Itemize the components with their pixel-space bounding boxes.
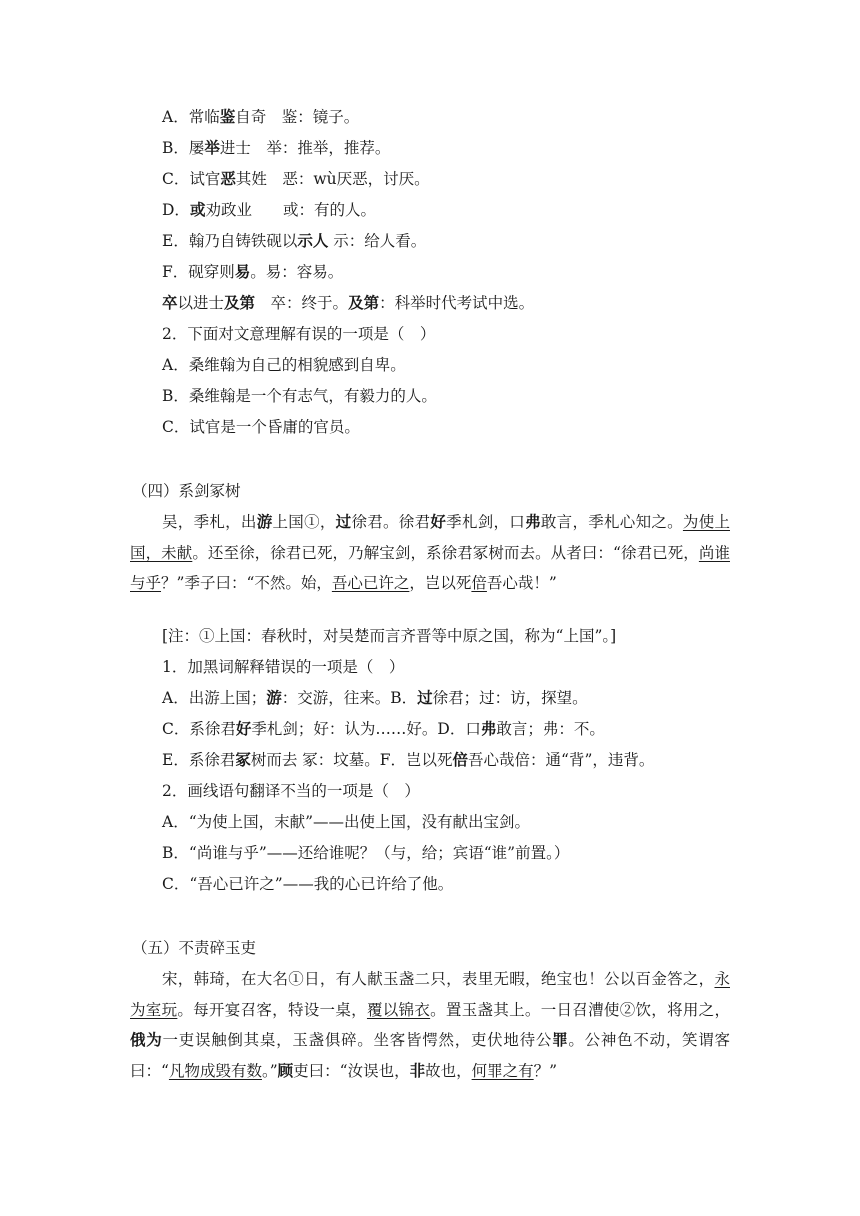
- s5-passage: 宋，韩琦，在大名①日，有人献玉盏二只，表里无暇，绝宝也！公以百金答之，永为室玩。每开宴召客，特设一桌，覆以锦衣。置玉盏其上。一日召漕使②饮，将用之，俄为一吏误触倒其桌，玉盏俱碎。坐客皆愕然，吏伏地待公罪。公神色不动，笑谓客曰：“凡物成毁有数。”顾吏曰：“汝误也，非故也，何罪之有？”: [130, 970, 730, 1080]
- s3-q2-option-a: A．桑维翰为自己的相貌感到自卑。: [162, 356, 406, 374]
- s4-q2-option-c: C．“吾心已许之”——我的心已许给了他。: [162, 875, 454, 893]
- s4-passage: 吴，季札，出游上国①，过徐君。徐君好季札剑，口弗敢言，季札心知之。为使上国，未献。还至徐，徐君已死，乃解宝剑，系徐君冢树而去。从者曰：“徐君已死，尚谁与乎？”季子曰：“不然。始，吾心已许之，岂以死倍吾心哉！”: [130, 512, 730, 592]
- s3-option-f: F．砚穿则易。易：容易。: [162, 262, 344, 281]
- s4-question-2: 2．画线语句翻译不当的一项是（ ）: [162, 782, 420, 800]
- s3-option-b: B．屡举进士 举：推举，推荐。: [162, 138, 391, 157]
- s3-question-2: 2．下面对文意理解有误的一项是（ ）: [162, 325, 436, 343]
- s4-q1-row-cd: C．系徐君好季札剑；好：认为……好。D．口弗敢言；弗：不。: [162, 719, 605, 738]
- s3-option-a: A．常临鉴自奇 鉴：镜子。: [162, 107, 360, 126]
- s3-q2-option-c: C．试官是一个昏庸的官员。: [162, 418, 360, 436]
- s4-q2-option-a: A．“为使上国，末献”——出使上国，没有献出宝剑。: [162, 813, 531, 831]
- s4-q1-row-ab: A．出游上国；游：交游，往来。B．过徐君；过：访，探望。: [162, 688, 588, 707]
- s5-title: （五）不责碎玉吏: [132, 939, 257, 957]
- s4-question-1: 1．加黑词解释错误的一项是（ ）: [162, 658, 405, 676]
- s3-option-g: 卒以进士及第 卒：终于。及第：科举时代考试中选。: [162, 293, 535, 312]
- s4-q1-row-ef: E．系徐君冢树而去 冢：坟墓。F．岂以死倍吾心哉倍：通“背”，违背。: [162, 750, 655, 769]
- s4-q2-option-b: B．“尚谁与乎”——还给谁呢？（与，给；宾语“谁”前置。）: [162, 844, 570, 862]
- s4-title: （四）系剑冢树: [132, 482, 241, 500]
- s3-option-e: E．翰乃自铸铁砚以示人 示：给人看。: [162, 231, 427, 250]
- s3-q2-option-b: B．桑维翰是一个有志气，有毅力的人。: [162, 387, 437, 405]
- s4-note: [注：①上国：春秋时，对吴楚而言齐晋等中原之国，称为“上国”。]: [162, 627, 617, 645]
- s3-option-d: D．或劝政业 或：有的人。: [162, 200, 376, 219]
- s3-option-c: C．试官恶其姓 恶：wù厌恶，讨厌。: [162, 169, 430, 188]
